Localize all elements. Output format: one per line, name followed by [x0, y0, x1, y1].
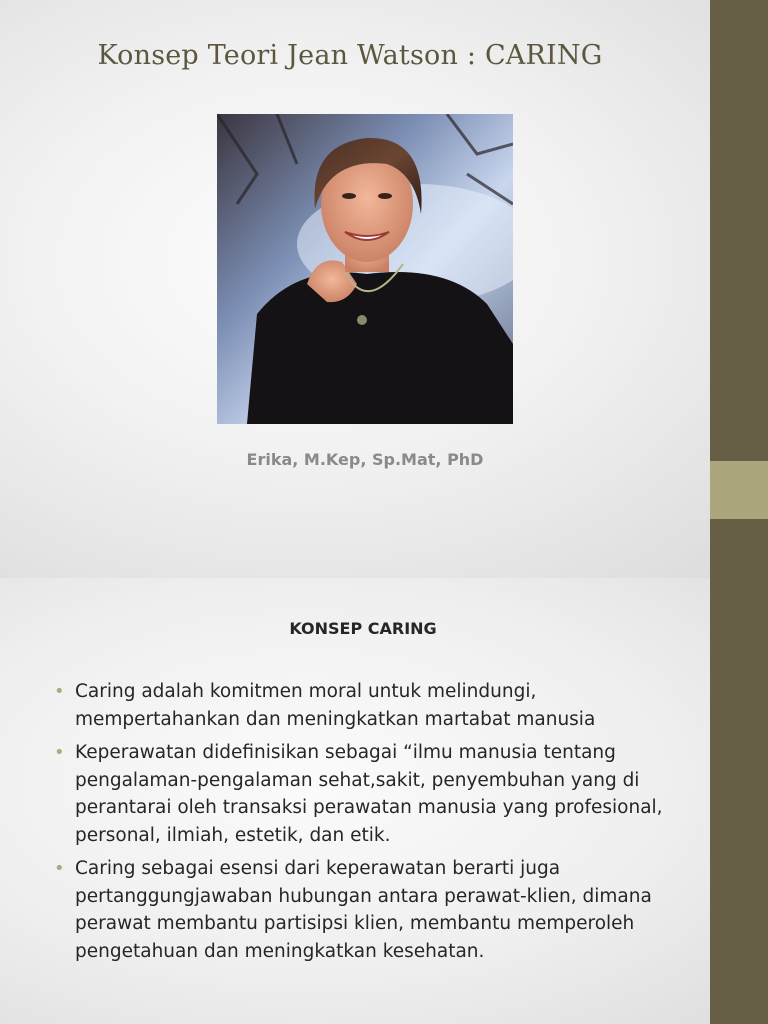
- bullet-item: [54, 855, 684, 965]
- bullet-icon: •: [54, 742, 65, 763]
- photo-eye-right: [378, 193, 392, 199]
- portrait-photo: [217, 114, 513, 424]
- bullet-icon: •: [54, 681, 65, 702]
- slide-title: Konsep Teori Jean Watson : CARING: [97, 40, 603, 71]
- bullet-text: Caring sebagai esensi dari keperawatan berarti juga pertanggungjawaban hubungan antara perawat-klien, dimana perawat membantu partisipsi klien, membantu memperoleh pengetahuan dan meningkatkan kesehatan.: [75, 858, 652, 962]
- content-slide: [0, 578, 768, 1024]
- photo-body: [247, 272, 513, 424]
- side-bar: [710, 578, 768, 1024]
- side-bar-accent: [710, 461, 768, 519]
- author-credit: Erika, M.Kep, Sp.Mat, PhD: [246, 450, 484, 469]
- bullet-text: Caring adalah komitmen moral untuk melindungi, mempertahankan dan meningkatkan martabat manusia: [75, 681, 596, 730]
- bullet-item: [54, 678, 684, 733]
- bullet-icon: •: [54, 858, 65, 879]
- section-heading: KONSEP CARING: [289, 619, 437, 638]
- photo-pendant: [357, 315, 367, 325]
- bullet-text: Keperawatan didefinisikan sebagai “ilmu manusia tentang pengalaman-pengalaman sehat,sakit, penyembuhan yang di perantarai oleh transaksi perawatan manusia yang profesional, personal, ilmiah, estetik, dan etik.: [75, 742, 663, 846]
- photo-eye-left: [342, 193, 356, 199]
- bullet-list: [54, 678, 684, 971]
- bullet-item: [54, 739, 684, 849]
